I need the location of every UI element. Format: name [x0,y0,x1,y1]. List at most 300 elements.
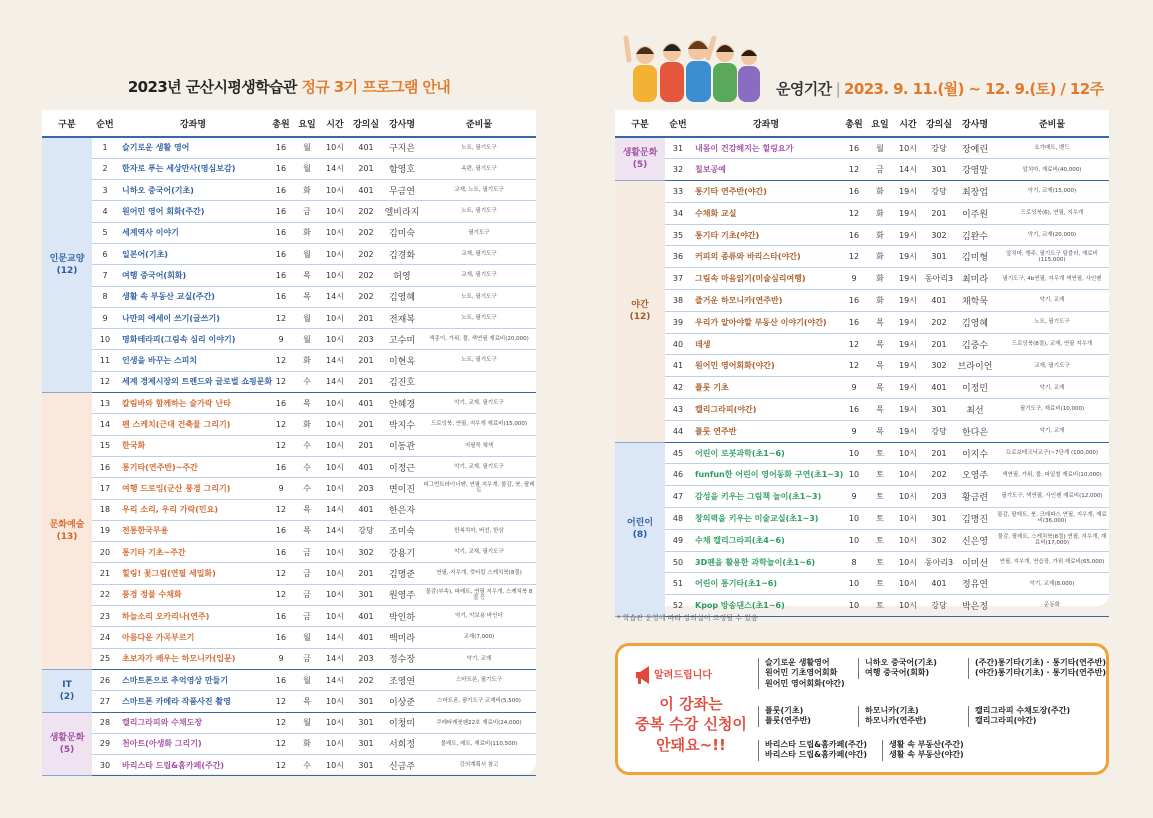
capacity: 16 [268,606,294,627]
table-row [42,627,536,648]
capacity: 12 [268,371,294,392]
capacity: 16 [268,393,294,414]
classroom: 401 [923,573,955,595]
supplies: 드로잉북(8절), 교재, 연필 지우개 [995,333,1109,355]
supplies: 악기, 교재(20,000) [995,224,1109,246]
column-header: 강사명 [955,110,995,137]
supplies: 옥편, 필기도구 [422,158,536,179]
supplies: 지필묵 채색 [422,435,536,456]
instructor: 채학묵 [955,290,995,312]
classroom: 202 [923,311,955,333]
instructor: 이정민 [955,377,995,399]
instructor: 박인하 [382,606,422,627]
instructor: 김명준 [382,563,422,584]
weekday: 토 [867,486,893,508]
capacity: 16 [841,224,867,246]
notice-course-group: 바리스타 드립&홈카페(주간) 바리스타 드립&홈카페(야간) [758,740,867,761]
supplies: 악기, 교재 [995,420,1109,442]
table-body [615,137,1109,617]
course-number: 36 [665,246,691,268]
capacity: 16 [268,243,294,264]
supplies: 색종이, 가위, 풀, 색연필 재료비(20,000) [422,329,536,350]
table-row [615,202,1109,224]
classroom: 201 [350,158,382,179]
capacity: 12 [268,691,294,712]
instructor: 브라이언 [955,355,995,377]
weekday: 화 [867,224,893,246]
instructor: 김영혜 [955,311,995,333]
classroom: 401 [350,499,382,520]
notice-message-line: 안돼요~!! [656,735,726,754]
capacity: 9 [268,478,294,499]
course-title: 내몸이 건강해지는 힐링요가 [691,137,841,159]
capacity: 10 [841,595,867,617]
course-number: 25 [92,648,118,669]
instructor: 이미선 [955,551,995,573]
weekday: 화 [294,350,320,371]
classroom: 301 [350,712,382,733]
classroom: 301 [923,399,955,421]
instructor: 이청미 [382,712,422,733]
column-header: 구분 [615,110,665,137]
capacity: 16 [268,456,294,477]
table-body [42,137,536,776]
time: 19시 [893,268,923,290]
course-number: 26 [92,669,118,690]
capacity: 12 [268,733,294,754]
instructor: 오영주 [955,464,995,486]
table-row [42,478,536,499]
supplies: 물레트, 매트, 재료비(110,500) [422,733,536,754]
supplies [422,371,536,392]
classroom: 401 [350,456,382,477]
course-number: 23 [92,606,118,627]
page-title-prefix: 2023년 군산시평생학습관 [127,78,302,96]
time: 10시 [320,201,350,222]
time: 10시 [893,464,923,486]
classroom: 202 [350,243,382,264]
course-title: 여행 드로잉(군산 풍경 그리기) [118,478,268,499]
course-title: 플룻 기초 [691,377,841,399]
instructor: 김미형 [955,246,995,268]
classroom: 동아리3 [923,268,955,290]
capacity: 12 [268,435,294,456]
instructor: 전재복 [382,307,422,328]
capacity: 10 [841,508,867,530]
time: 10시 [320,137,350,158]
capacity: 12 [268,584,294,605]
course-number: 51 [665,573,691,595]
classroom: 201 [923,442,955,464]
instructor: 강용기 [382,542,422,563]
table-row [42,435,536,456]
capacity: 16 [841,181,867,203]
supplies: 악기, 교재(15,000) [995,181,1109,203]
course-number: 22 [92,584,118,605]
table-row [42,371,536,392]
category-cell: 생활문화 (5) [42,712,92,776]
table-row [42,563,536,584]
time: 14시 [320,286,350,307]
course-title: 감성을 키우는 그림책 놀이(초1~3) [691,486,841,508]
weekday: 수 [294,435,320,456]
time: 10시 [320,414,350,435]
time: 10시 [320,307,350,328]
weekday: 토 [867,551,893,573]
instructor: 이동관 [382,435,422,456]
course-number: 28 [92,712,118,733]
supplies: 앞치마, 재료비(40,000) [995,159,1109,181]
column-header: 강의실 [923,110,955,137]
supplies: 필기도구, 4b연필, 지우개 색연필, 사인펜 [995,268,1109,290]
time: 10시 [893,573,923,595]
time: 10시 [320,712,350,733]
capacity: 9 [841,268,867,290]
table-row [615,224,1109,246]
time: 10시 [320,584,350,605]
capacity: 16 [841,290,867,312]
instructor: 황금련 [955,486,995,508]
instructor: 한다은 [955,420,995,442]
instructor: 조영연 [382,669,422,690]
course-number: 38 [665,290,691,312]
time: 10시 [893,508,923,530]
course-number: 33 [665,181,691,203]
course-number: 17 [92,478,118,499]
course-title: 슬기로운 생활 영어 [118,137,268,158]
time: 19시 [893,399,923,421]
course-title: 통기타 기초(야간) [691,224,841,246]
notice-message [628,694,754,755]
supplies: 운동화 [995,595,1109,617]
classroom: 201 [350,435,382,456]
supplies: 노트, 필기도구 [422,286,536,307]
capacity: 10 [841,529,867,551]
time: 14시 [893,159,923,181]
column-header: 준비물 [422,110,536,137]
classroom: 202 [350,669,382,690]
classroom: 202 [350,201,382,222]
weekday: 수 [294,755,320,776]
weekday: 금 [294,563,320,584]
capacity: 12 [268,414,294,435]
table-row [615,573,1109,595]
supplies: 필기도구, 색연필, 사인펜 재료비(12,000) [995,486,1109,508]
supplies: 스마트폰, 필기도구 [422,669,536,690]
instructor: 최선 [955,399,995,421]
classroom: 302 [350,542,382,563]
time: 19시 [893,224,923,246]
capacity: 16 [841,399,867,421]
time: 10시 [320,329,350,350]
time: 19시 [893,355,923,377]
classroom: 401 [350,393,382,414]
classroom: 강당 [923,420,955,442]
classroom: 302 [923,224,955,246]
classroom: 301 [350,691,382,712]
notice-course-group: 하모니카(기초) 하모니카(연주반) [858,706,926,727]
weekday: 목 [867,333,893,355]
course-title: 칼림바와 함께하는 술가락 난타 [118,393,268,414]
supplies: 교재(7,000) [422,627,536,648]
course-number: 49 [665,529,691,551]
course-title: 하늘소리 오카리나(연주) [118,606,268,627]
course-number: 42 [665,377,691,399]
instructor: 김완수 [955,224,995,246]
column-header: 강좌명 [118,110,268,137]
course-number: 29 [92,733,118,754]
table-row [42,286,536,307]
course-number: 37 [665,268,691,290]
capacity: 12 [268,499,294,520]
instructor: 백미라 [382,627,422,648]
time: 14시 [320,158,350,179]
table-row [615,399,1109,421]
notice-course-group: 니하오 중국어(기초) 여행 중국어(회화) [858,658,937,679]
time: 10시 [320,733,350,754]
weekday: 화 [867,202,893,224]
notice-box [615,643,1109,775]
course-number: 30 [92,755,118,776]
page-title-highlight: 정규 3기 프로그램 안내 [301,78,451,96]
time: 10시 [320,606,350,627]
course-title: 데생 [691,333,841,355]
course-title: 한자로 푸는 세상만사(명심보감) [118,158,268,179]
instructor: 정수장 [382,648,422,669]
time: 14시 [320,669,350,690]
supplies: 색연필, 가위, 풀, 파일철 재료비(10,000) [995,464,1109,486]
course-number: 16 [92,456,118,477]
column-header: 순번 [92,110,118,137]
capacity: 16 [268,520,294,541]
weekday: 금 [867,159,893,181]
course-title: Kpop 방송댄스(초1~6) [691,595,841,617]
column-header: 시간 [320,110,350,137]
time: 10시 [320,265,350,286]
time: 10시 [893,442,923,464]
time: 19시 [893,246,923,268]
supplies: 드로잉북(6), 연필, 지우개 [995,202,1109,224]
table-row [615,420,1109,442]
weekday: 월 [294,307,320,328]
course-number: 39 [665,311,691,333]
table-row [42,265,536,286]
supplies [422,499,536,520]
classroom: 302 [923,529,955,551]
course-title: 일본어(기초) [118,243,268,264]
instructor: 구지은 [382,137,422,158]
supplies: 악기, 교재 [995,377,1109,399]
course-title: 원어민 영어 회화(주간) [118,201,268,222]
supplies: 물감, 팔레트, 스케치북(8절) 연필, 지우개, 재료비(17,000) [995,529,1109,551]
table-row [42,158,536,179]
weekday: 목 [294,499,320,520]
column-header: 강좌명 [691,110,841,137]
classroom: 401 [923,290,955,312]
instructor: 김중수 [955,333,995,355]
course-title: 수채화 교실 [691,202,841,224]
classroom: 203 [923,486,955,508]
instructor: 이상준 [382,691,422,712]
time: 19시 [893,377,923,399]
weekday: 금 [294,584,320,605]
table-row [42,243,536,264]
weekday: 목 [294,286,320,307]
table-row [615,311,1109,333]
program-table-right [615,110,1109,617]
time: 10시 [320,222,350,243]
instructor: 신금주 [382,755,422,776]
capacity: 12 [841,355,867,377]
supplies: 물감(부속), 파레트, 연필 지우개, 스케치북 8절 등 [422,584,536,605]
time: 10시 [320,755,350,776]
course-number: 27 [92,691,118,712]
table-row [42,542,536,563]
instructor: 안혜경 [382,393,422,414]
course-title: 스마트폰으로 추억영상 만들기 [118,669,268,690]
time: 10시 [893,137,923,159]
time: 10시 [320,691,350,712]
time: 19시 [893,181,923,203]
table-header-row [615,110,1109,137]
course-number: 43 [665,399,691,421]
capacity: 10 [841,442,867,464]
course-number: 18 [92,499,118,520]
column-header: 준비물 [995,110,1109,137]
supplies: 스마트폰, 필기도구 교재비(5,500) [422,691,536,712]
supplies: 강의계획서 참고 [422,755,536,776]
weekday: 금 [294,201,320,222]
page-title [42,76,536,97]
table-row [615,442,1109,464]
course-number: 5 [92,222,118,243]
classroom: 301 [923,246,955,268]
classroom: 401 [350,606,382,627]
table-row [42,606,536,627]
supplies: 물감, 팔레트, 붓, 크레파스 연필, 지우개, 재료비(36,000) [995,508,1109,530]
instructor: 이현옥 [382,350,422,371]
weekday: 화 [294,180,320,201]
course-title: 어린이 로봇과학(초1~6) [691,442,841,464]
supplies: 교재, 필기도구 [422,265,536,286]
notice-callout [628,654,754,766]
time: 19시 [893,333,923,355]
course-title: 힐링! 꽃그림(연필 세밀화) [118,563,268,584]
course-number: 2 [92,158,118,179]
weekday: 수 [294,456,320,477]
weekday: 금 [294,606,320,627]
time: 10시 [320,563,350,584]
notice-course-group: 슬기로운 생활영어 원어민 기초영어회화 원어민 영어회화(야간) [758,658,845,689]
table-row [42,137,536,158]
supplies: 연필, 지우개, 연습장, 가위 재료비(65,000) [995,551,1109,573]
instructor: 함영호 [382,158,422,179]
program-table-left [42,110,536,776]
capacity: 12 [268,755,294,776]
capacity: 9 [841,377,867,399]
course-title: 어린이 통기타(초1~6) [691,573,841,595]
course-title: 아름다운 가곡부르기 [118,627,268,648]
capacity: 12 [841,159,867,181]
course-number: 46 [665,464,691,486]
weekday: 토 [867,442,893,464]
time: 14시 [320,648,350,669]
weekday: 월 [294,243,320,264]
table-row [615,355,1109,377]
course-number: 3 [92,180,118,201]
weekday: 화 [294,222,320,243]
course-title: 나만의 에세이 쓰기(글쓰기) [118,307,268,328]
capacity: 12 [841,246,867,268]
instructor: 이주원 [955,202,995,224]
capacity: 16 [841,137,867,159]
instructor: 엘비라지 [382,201,422,222]
course-title: 초보자가 배우는 하모니카(입문) [118,648,268,669]
supplies: 필기도구, 재료비(10,000) [995,399,1109,421]
table-row [42,393,536,414]
weekday: 목 [867,420,893,442]
instructor: 한은자 [382,499,422,520]
capacity: 16 [268,158,294,179]
category-cell: 생활문화 (5) [615,137,665,181]
course-title: 3D펜을 활용한 과학놀이(초1~6) [691,551,841,573]
operating-period [776,78,1103,99]
course-number: 19 [92,520,118,541]
classroom: 201 [923,202,955,224]
course-number: 13 [92,393,118,414]
course-title: 통기타(연주반)~주간 [118,456,268,477]
time: 14시 [320,499,350,520]
course-number: 35 [665,224,691,246]
weekday: 월 [294,712,320,733]
table-row [615,377,1109,399]
capacity: 16 [268,627,294,648]
capacity: 8 [841,551,867,573]
table-row [615,508,1109,530]
instructor: 장예린 [955,137,995,159]
weekday: 토 [867,464,893,486]
table-row [42,414,536,435]
table-row [42,350,536,371]
instructor: 최미라 [955,268,995,290]
time: 10시 [893,486,923,508]
instructor: 김명진 [955,508,995,530]
supplies: 연필, 지우개, 컷터칼 스케치북(8절) [422,563,536,584]
instructor: 허영 [382,265,422,286]
table-row [42,180,536,201]
classroom: 202 [350,286,382,307]
course-number: 11 [92,350,118,371]
supplies: 악기, 교재, 필기도구 [422,393,536,414]
time: 10시 [893,529,923,551]
classroom: 강당 [350,520,382,541]
instructor: 박지수 [382,414,422,435]
instructor: 고수미 [382,329,422,350]
program-table-right-panel [615,110,1109,613]
program-table-left-panel [42,110,536,774]
course-title: 풍경 정물 수채화 [118,584,268,605]
time: 14시 [320,371,350,392]
course-title: 한국화 [118,435,268,456]
course-number: 9 [92,307,118,328]
column-header: 순번 [665,110,691,137]
time: 10시 [320,243,350,264]
course-number: 10 [92,329,118,350]
classroom: 201 [350,371,382,392]
column-header: 강사명 [382,110,422,137]
course-title: 세계 경제시장의 트렌드와 글로벌 쇼핑문화 [118,371,268,392]
capacity: 9 [841,420,867,442]
